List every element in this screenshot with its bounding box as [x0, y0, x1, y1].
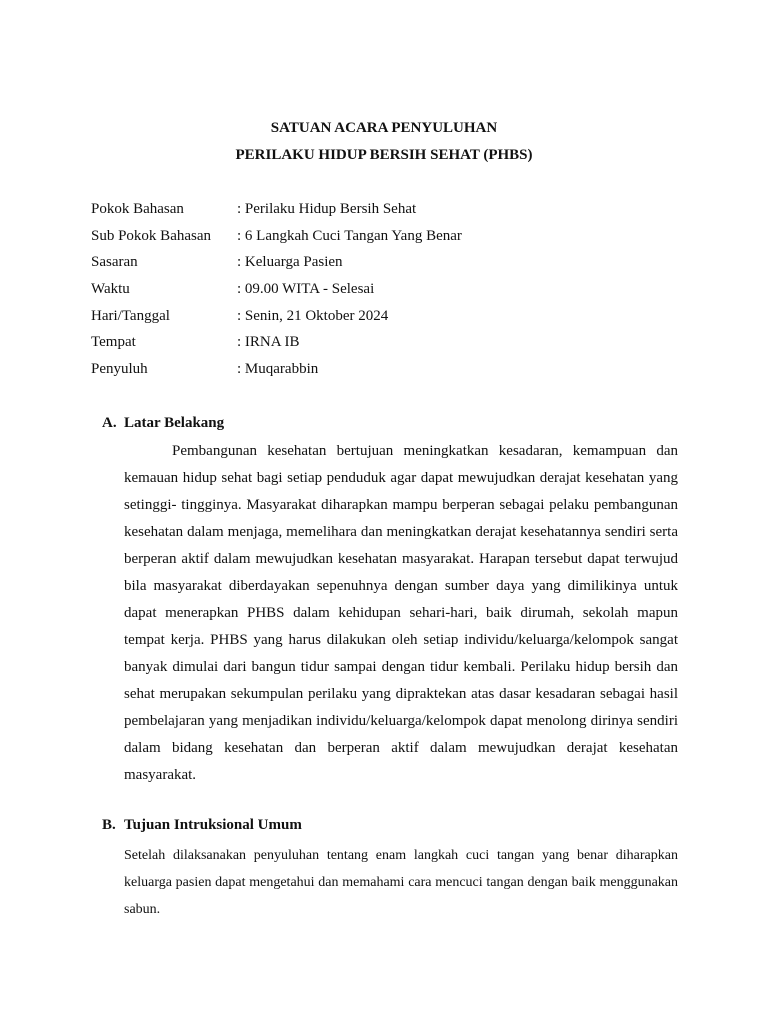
- info-value: : 6 Langkah Cuci Tangan Yang Benar: [237, 227, 462, 244]
- info-label: Hari/Tanggal: [91, 307, 170, 324]
- document-subtitle: PERILAKU HIDUP BERSIH SEHAT (PHBS): [235, 147, 533, 163]
- section-heading-text: Tujuan Intruksional Umum: [124, 817, 302, 833]
- info-label: Penyuluh: [91, 361, 148, 378]
- info-label: Sasaran: [91, 254, 138, 271]
- info-label: Sub Pokok Bahasan: [91, 227, 211, 244]
- info-value: : Keluarga Pasien: [237, 254, 343, 271]
- section-paragraph-latar-belakang: Pembangunan kesehatan bertujuan meningkatkan kesadaran, kemampuan dan kemauan hidup sehat bagi setiap penduduk agar dapat mewujudkan derajat kesehatan yang setinggi- tingginya. Masyarakat diharapkan mampu berperan sebagai pelaku pembangunan kesehatan dalam menjaga, memelihara dan meningkatkan derajat kesehatannya sendiri serta berperan aktif dalam mewujudkan kesehatan masyarakat. Harapan tersebut dapat terwujud bila masyarakat diberdayakan sepenuhnya dengan sumber daya yang dimilikinya untuk dapat menerapkan PHBS dalam kehidupan sehari-hari, baik dirumah, sekolah mapun tempat kerja. PHBS yang harus dilakukan oleh setiap individu/keluarga/kelompok sangat banyak dimulai dari bangun tidur sampai dengan tidur kembali. Perilaku hidup bersih dan sehat merupakan sekumpulan perilaku yang dipraktekan atas dasar kesadaran sebagai hasil pembelajaran yang menjadikan individu/keluarga/kelompok dapat menolong dirinya sendiri dalam bidang kesehatan dan berperan aktif dalam mewujudkan derajat kesehatan masyarakat.: [124, 443, 678, 783]
- info-label: Waktu: [91, 281, 130, 298]
- section-heading-text: Latar Belakang: [124, 415, 225, 431]
- info-value: : IRNA IB: [237, 334, 300, 351]
- info-label: Pokok Bahasan: [91, 201, 184, 217]
- info-value: : Muqarabbin: [237, 361, 319, 378]
- info-value: : Perilaku Hidup Bersih Sehat: [237, 201, 417, 217]
- document-title: SATUAN ACARA PENYULUHAN: [270, 120, 498, 136]
- section-paragraph-tujuan: Setelah dilaksanakan penyuluhan tentang enam langkah cuci tangan yang benar diharapkan keluarga pasien dapat mengetahui dan memahami cara mencuci tangan dengan baik menggunakan sabun.: [124, 848, 678, 917]
- info-value: : Senin, 21 Oktober 2024: [237, 307, 389, 324]
- section-letter: A.: [102, 415, 117, 431]
- section-letter: B.: [102, 817, 116, 833]
- info-label: Tempat: [91, 334, 136, 351]
- info-value: : 09.00 WITA - Selesai: [237, 281, 375, 298]
